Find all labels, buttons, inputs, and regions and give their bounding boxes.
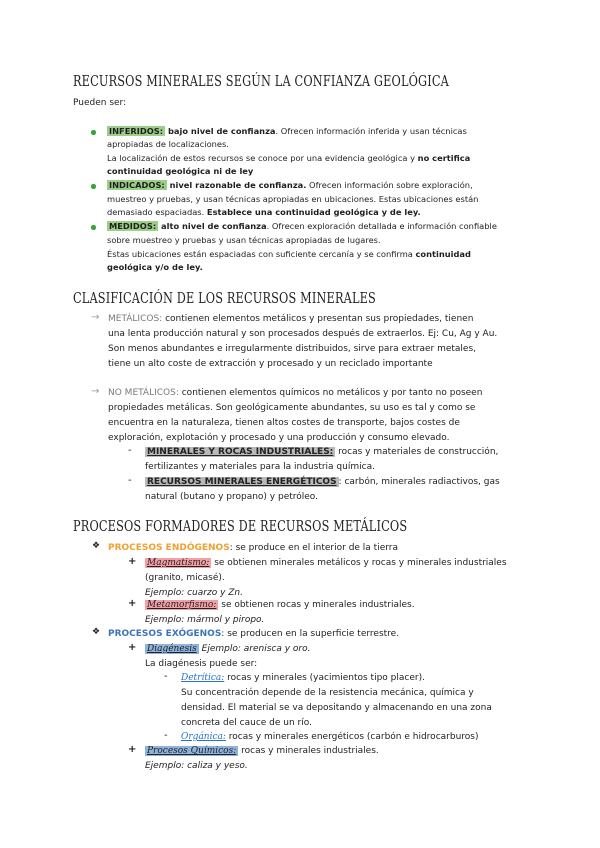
medidos-line1: MEDIDOS: alto nivel de confianza. Ofrecen exploración detallada e información confiable <box>109 221 497 231</box>
metalicos-line3: Son menos abundantes e irregularmente distribuidos, sirve para extraer metales, <box>108 344 477 354</box>
plus-bullet: + <box>128 744 137 755</box>
quimicos-example: Ejemplo: caliza y yeso. <box>145 761 248 771</box>
diagenesis-intro: La diagénesis puede ser: <box>145 659 258 669</box>
indicados-line3: demasiado espaciadas. Establece una continuidad geológica y de ley. <box>107 207 421 217</box>
bullet-dot <box>91 225 96 230</box>
detritica-line2: Su concentración depende de la resistencia mecánica, química y <box>181 688 474 698</box>
no-metalicos-line4: exploración, explotación y procesado y una producción y consumo elevado. <box>108 433 450 443</box>
minerales-rocas-line2: fertilizantes y materiales para la industria química. <box>145 462 375 472</box>
section-title-procesos: PROCESOS FORMADORES DE RECURSOS METÁLICOS <box>73 519 408 535</box>
metamorfismo-example: Ejemplo: mármol y piropo. <box>145 615 265 625</box>
quimicos-line: Procesos Químicos: rocas y minerales industriales. <box>147 746 379 756</box>
plus-bullet: + <box>128 598 137 609</box>
dash-bullet: - <box>164 730 168 741</box>
no-metalicos-line1: NO METÁLICOS: contienen elementos químicos no metálicos y por tanto no poseen <box>108 388 483 398</box>
inferidos-line4: continuidad geológica ni de ley <box>107 166 254 176</box>
diamond-bullet-icon: ❖ <box>92 627 101 637</box>
indicados-line2: muestreo y pruebas, y usan técnicas apropiadas en ubicaciones. Estas ubicaciones están <box>107 194 479 204</box>
magmatismo-line1: Magmatismo: se obtienen minerales metálicos y rocas y minerales industriales <box>147 558 507 568</box>
magmatismo-example: Ejemplo: cuarzo y Zn. <box>145 588 243 598</box>
endogenos-line: PROCESOS ENDÓGENOS: se produce en el interior de la tierra <box>108 543 399 553</box>
organica-line: Orgánica: rocas y minerales energéticos (carbón e hidrocarburos) <box>181 732 479 742</box>
inferidos-line1: INFERIDOS: bajo nivel de confianza. Ofrecen información inferida y usan técnicas <box>109 126 467 136</box>
plus-bullet: + <box>128 642 137 653</box>
diamond-bullet-icon: ❖ <box>92 541 101 551</box>
exogenos-line: PROCESOS EXÓGENOS: se producen en la superficie terrestre. <box>108 629 400 639</box>
arrow-right-icon: → <box>91 312 100 323</box>
metalicos-line2: una lenta producción natural y son procesados después de extraerlos. Ej: Cu, Ag y Au. <box>108 329 498 339</box>
plus-bullet: + <box>128 556 137 567</box>
inferidos-label: INFERIDOS: <box>109 126 164 136</box>
minerales-rocas-line1: MINERALES Y ROCAS INDUSTRIALES: rocas y materiales de construcción, <box>147 447 499 457</box>
bullet-dot <box>91 130 96 135</box>
medidos-label: MEDIDOS: <box>109 221 157 231</box>
metalicos-line1: METÁLICOS: contienen elementos metálicos y presentan sus propiedades, tienen <box>108 314 474 324</box>
energeticos-line2: natural (butano y propano) y petróleo. <box>145 492 319 502</box>
no-metalicos-line3: encuentra en la naturaleza, tienen altos costes de transporte, bajos costes de <box>108 418 460 428</box>
bullet-dot <box>91 184 96 189</box>
inferidos-line2: apropiadas de localizaciones. <box>107 139 229 149</box>
section-title-clasificacion: CLASIFICACIÓN DE LOS RECURSOS MINERALES <box>73 291 376 307</box>
detritica-line4: concreta del cauce de un río. <box>181 718 312 728</box>
dash-bullet: - <box>128 445 132 456</box>
magmatismo-line2: (granito, micasé). <box>145 573 225 583</box>
energeticos-line1: RECURSOS MINERALES ENERGÉTICOS : carbón, minerales radiactivos, gas <box>147 477 500 487</box>
dash-bullet: - <box>128 475 132 486</box>
detritica-line1: Detrítica: rocas y minerales (yacimientos tipo placer). <box>181 673 425 683</box>
medidos-line4: geológica y/o de ley. <box>107 262 203 272</box>
detritica-line3: densidad. El material se va depositando y almacenando en una zona <box>181 703 492 713</box>
indicados-label: INDICADOS: <box>109 180 165 190</box>
no-metalicos-line2: propiedades metálicas. Son geológicamente abundantes, su uso es tal y como se <box>108 403 476 413</box>
arrow-right-icon: → <box>91 386 100 397</box>
metamorfismo-line1: Metamorfismo: se obtienen rocas y minerales industriales. <box>147 600 415 610</box>
metalicos-line4: tiene un alto coste de extracción y procesado y un reciclado importante <box>108 359 433 369</box>
dash-bullet: - <box>164 671 168 682</box>
inferidos-line3: La localización de estos recursos se conoce por una evidencia geológica y no certifica <box>107 153 471 163</box>
medidos-line3: Éstas ubicaciones están espaciadas con suficiente cercanía y se confirma continuidad <box>107 249 471 259</box>
diagenesis-line1: Diagénesis Ejemplo: arenisca y oro. <box>147 644 311 654</box>
medidos-line2: sobre muestreo y pruebas y usan técnicas apropiadas de lugares. <box>107 235 381 245</box>
indicados-line1: INDICADOS: nivel razonable de confianza. Ofrecen información sobre exploración, <box>109 180 473 190</box>
section-title-confianza: RECURSOS MINERALES SEGÚN LA CONFIANZA GEOLÓGICA <box>73 74 449 90</box>
intro-text: Pueden ser: <box>73 98 127 108</box>
